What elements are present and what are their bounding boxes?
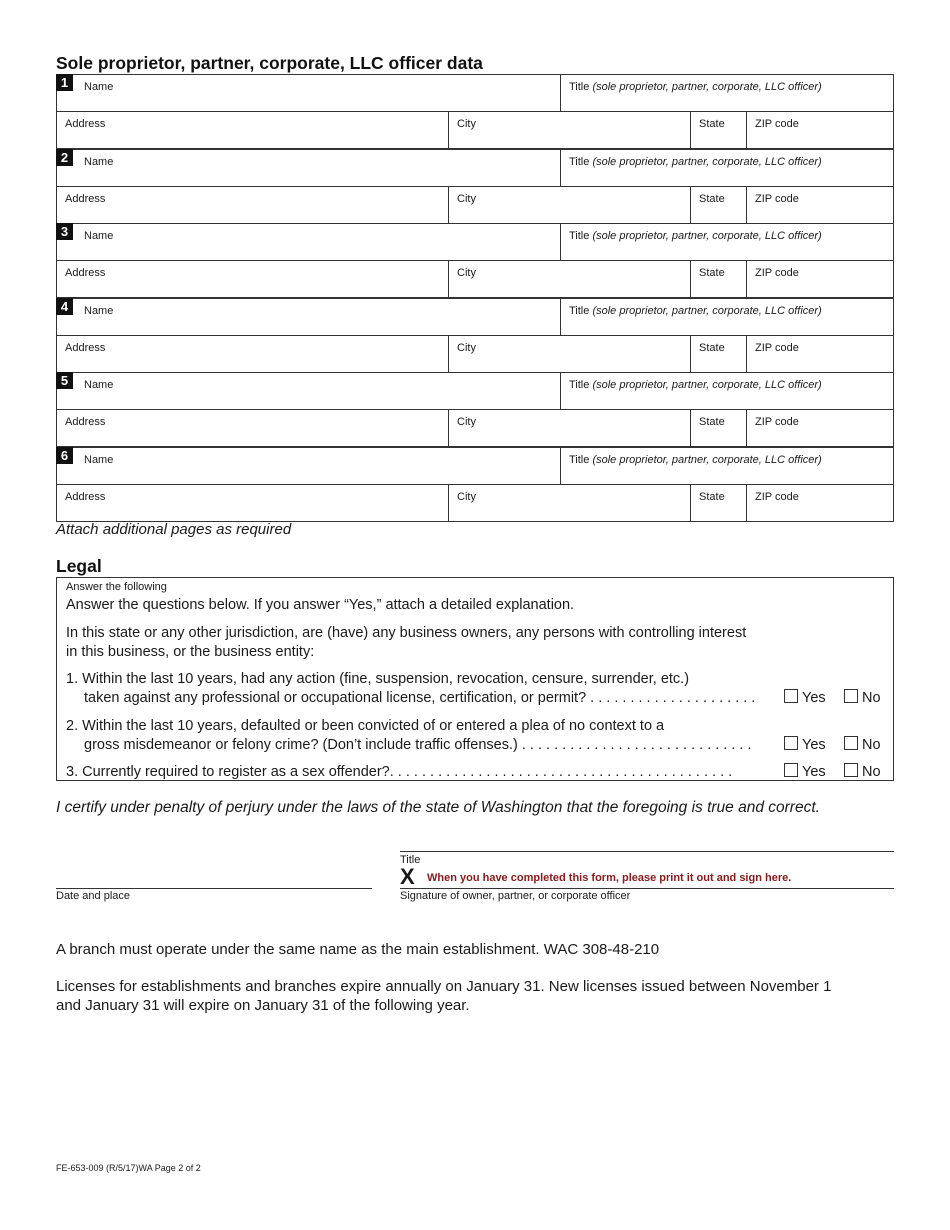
officer-zip-label: ZIP code <box>755 342 799 354</box>
officer-number-badge: 4 <box>56 298 73 315</box>
officer-title-label: Title <box>569 81 590 93</box>
officer-number-badge: 1 <box>56 74 73 91</box>
officer-block-3 <box>56 223 894 298</box>
officer-title-field[interactable] <box>560 150 893 186</box>
question-3-yes-option[interactable] <box>784 763 826 780</box>
attach-pages-note: Attach additional pages as required <box>56 521 292 538</box>
officer-address-row <box>56 335 894 373</box>
officer-title-label: Title <box>569 230 590 242</box>
officer-zip-field[interactable] <box>746 187 893 223</box>
officer-city-field[interactable] <box>448 187 690 223</box>
officer-city-field[interactable] <box>448 336 690 372</box>
question-1-no-option[interactable] <box>844 689 881 706</box>
officer-name-field[interactable] <box>76 299 560 335</box>
officer-name-field[interactable] <box>76 224 560 260</box>
officer-city-field[interactable] <box>448 261 690 297</box>
legal-instruction: Answer the questions below. If you answer “Yes,” attach a detailed explanation. <box>66 597 575 613</box>
officer-title-field[interactable] <box>560 448 893 484</box>
signature-label: Signature of owner, partner, or corporate officer <box>400 890 631 902</box>
officer-state-label: State <box>699 193 725 205</box>
officer-address-field[interactable] <box>57 187 448 223</box>
officer-city-field[interactable] <box>448 410 690 446</box>
officer-address-label: Address <box>65 118 106 130</box>
officer-city-label: City <box>457 416 476 428</box>
officer-block-4 <box>56 298 894 373</box>
question-3-line-1: 3. Currently required to register as a sex offender?. . . . . . . . . . . . . . . . . . . . . . . . . . . . . . . . . . . . . . . . . . . <box>66 764 733 780</box>
officer-address-row <box>56 409 894 447</box>
date-place-line[interactable] <box>56 888 372 889</box>
question-2-line-1: 2. Within the last 10 years, defaulted or been convicted of or entered a plea of no context to a <box>66 718 665 734</box>
officer-address-row <box>56 186 894 224</box>
officer-state-field[interactable] <box>690 485 746 521</box>
question-2-no-checkbox[interactable] <box>844 736 858 750</box>
officer-number-badge: 3 <box>56 223 73 240</box>
officer-zip-label: ZIP code <box>755 267 799 279</box>
officer-state-field[interactable] <box>690 336 746 372</box>
officer-title-label: Title <box>569 454 590 466</box>
officer-title-note: (sole proprietor, partner, corporate, LLC officer) <box>592 379 822 391</box>
officer-name-field[interactable] <box>76 150 560 186</box>
officer-address-row <box>56 111 894 149</box>
question-1-line-2: taken against any professional or occupational license, certification, or permit? . . . . . . . . . . . . . . . . . . . . . <box>84 690 756 706</box>
question-3-yes-checkbox[interactable] <box>784 763 798 777</box>
question-1-yes-checkbox[interactable] <box>784 689 798 703</box>
officer-zip-label: ZIP code <box>755 193 799 205</box>
officer-address-label: Address <box>65 193 106 205</box>
officer-title-label: Title <box>569 305 590 317</box>
question-2-no-label: No <box>862 737 881 753</box>
question-1-no-checkbox[interactable] <box>844 689 858 703</box>
officer-city-label: City <box>457 267 476 279</box>
officer-zip-field[interactable] <box>746 336 893 372</box>
officer-title-field[interactable] <box>560 224 893 260</box>
officer-state-field[interactable] <box>690 187 746 223</box>
officer-block-1 <box>56 74 894 149</box>
question-3-no-label: No <box>862 764 881 780</box>
title-label: Title <box>400 854 421 866</box>
officer-state-label: State <box>699 491 725 503</box>
officer-zip-label: ZIP code <box>755 491 799 503</box>
officer-section-heading: Sole proprietor, partner, corporate, LLC officer data <box>56 53 483 73</box>
officer-name-label: Name <box>84 305 114 317</box>
answer-following-label: Answer the following <box>66 581 167 593</box>
sign-here-note: When you have completed this form, please print it out and sign here. <box>427 872 792 884</box>
officer-number-badge: 6 <box>56 447 73 464</box>
officer-city-label: City <box>457 118 476 130</box>
officer-name-field[interactable] <box>76 373 560 409</box>
officer-address-field[interactable] <box>57 112 448 148</box>
officer-number-badge: 5 <box>56 372 73 389</box>
officer-name-field[interactable] <box>76 448 560 484</box>
officer-name-label: Name <box>84 454 114 466</box>
officer-zip-field[interactable] <box>746 410 893 446</box>
expiration-note-line-1: Licenses for establishments and branches expire annually on January 31. New licenses issued between November 1 <box>56 978 832 995</box>
officer-address-field[interactable] <box>57 261 448 297</box>
officer-address-field[interactable] <box>57 336 448 372</box>
officer-title-note: (sole proprietor, partner, corporate, LLC officer) <box>592 305 822 317</box>
officer-name-title-row <box>56 298 894 335</box>
perjury-certification: I certify under penalty of perjury under the laws of the state of Washington that the foregoing is true and correct. <box>56 799 820 816</box>
officer-zip-field[interactable] <box>746 112 893 148</box>
officer-zip-label: ZIP code <box>755 416 799 428</box>
officer-zip-field[interactable] <box>746 485 893 521</box>
legal-questions-box <box>56 577 894 781</box>
officer-zip-label: ZIP code <box>755 118 799 130</box>
officer-address-label: Address <box>65 342 106 354</box>
officer-block-2 <box>56 149 894 224</box>
question-2-yes-label: Yes <box>802 737 826 753</box>
question-2-yes-checkbox[interactable] <box>784 736 798 750</box>
officer-name-label: Name <box>84 230 114 242</box>
question-1-yes-option[interactable] <box>784 689 826 706</box>
officer-number-badge: 2 <box>56 149 73 166</box>
question-1-line-1: 1. Within the last 10 years, had any action (fine, suspension, revocation, censure, surrender, etc.) <box>66 671 690 687</box>
officer-city-label: City <box>457 342 476 354</box>
officer-name-field[interactable] <box>76 75 560 111</box>
question-2-no-option[interactable] <box>844 736 881 753</box>
branch-note: A branch must operate under the same name as the main establishment. WAC 308-48-210 <box>56 941 660 958</box>
officer-title-field[interactable] <box>560 299 893 335</box>
question-2-yes-option[interactable] <box>784 736 826 753</box>
officer-state-field[interactable] <box>690 410 746 446</box>
question-3-no-option[interactable] <box>844 763 881 780</box>
officer-state-label: State <box>699 416 725 428</box>
signature-x-mark: X <box>400 864 415 889</box>
officer-block-5 <box>56 372 894 447</box>
question-3-yes-label: Yes <box>802 764 826 780</box>
officer-title-field[interactable] <box>560 373 893 409</box>
officer-zip-field[interactable] <box>746 261 893 297</box>
officer-block-6 <box>56 447 894 522</box>
expiration-note-line-2: and January 31 will expire on January 31 of the following year. <box>56 997 470 1014</box>
officer-state-label: State <box>699 342 725 354</box>
officer-name-title-row <box>56 372 894 409</box>
officer-address-field[interactable] <box>57 485 448 521</box>
officer-city-label: City <box>457 491 476 503</box>
officer-city-label: City <box>457 193 476 205</box>
officer-city-field[interactable] <box>448 485 690 521</box>
legal-section-heading: Legal <box>56 556 102 576</box>
officer-state-label: State <box>699 267 725 279</box>
officer-name-title-row <box>56 223 894 260</box>
officer-address-row <box>56 484 894 522</box>
officer-title-label: Title <box>569 156 590 168</box>
officer-state-label: State <box>699 118 725 130</box>
officer-state-field[interactable] <box>690 112 746 148</box>
title-line <box>400 851 894 852</box>
officer-name-title-row <box>56 447 894 484</box>
question-1-no-label: No <box>862 690 881 706</box>
officer-address-row <box>56 260 894 298</box>
officer-title-note: (sole proprietor, partner, corporate, LLC officer) <box>592 156 822 168</box>
officer-title-note: (sole proprietor, partner, corporate, LLC officer) <box>592 230 822 242</box>
legal-intro-line-2: in this business, or the business entity: <box>66 644 315 660</box>
officer-name-label: Name <box>84 81 114 93</box>
officer-name-title-row <box>56 74 894 111</box>
date-place-label: Date and place <box>56 890 130 902</box>
officer-address-field[interactable] <box>57 410 448 446</box>
legal-intro-line-1: In this state or any other jurisdiction, are (have) any business owners, any persons with controlling interest <box>66 625 747 641</box>
question-3-no-checkbox[interactable] <box>844 763 858 777</box>
officer-name-label: Name <box>84 379 114 391</box>
officer-name-title-row <box>56 149 894 186</box>
officer-address-label: Address <box>65 416 106 428</box>
question-1-yes-label: Yes <box>802 690 826 706</box>
officer-address-label: Address <box>65 491 106 503</box>
form-footer: FE-653-009 (R/5/17)WA Page 2 of 2 <box>56 1163 201 1173</box>
officer-city-field[interactable] <box>448 112 690 148</box>
officer-title-note: (sole proprietor, partner, corporate, LLC officer) <box>592 454 822 466</box>
question-2-line-2: gross misdemeanor or felony crime? (Don’t include traffic offenses.) . . . . . . . . . . . . . . . . . . . . . . . . . . . . . <box>84 737 752 753</box>
officer-title-note: (sole proprietor, partner, corporate, LLC officer) <box>592 81 822 93</box>
signature-line[interactable] <box>400 888 894 889</box>
officer-title-label: Title <box>569 379 590 391</box>
officer-state-field[interactable] <box>690 261 746 297</box>
officer-name-label: Name <box>84 156 114 168</box>
officer-title-field[interactable] <box>560 75 893 111</box>
officer-address-label: Address <box>65 267 106 279</box>
